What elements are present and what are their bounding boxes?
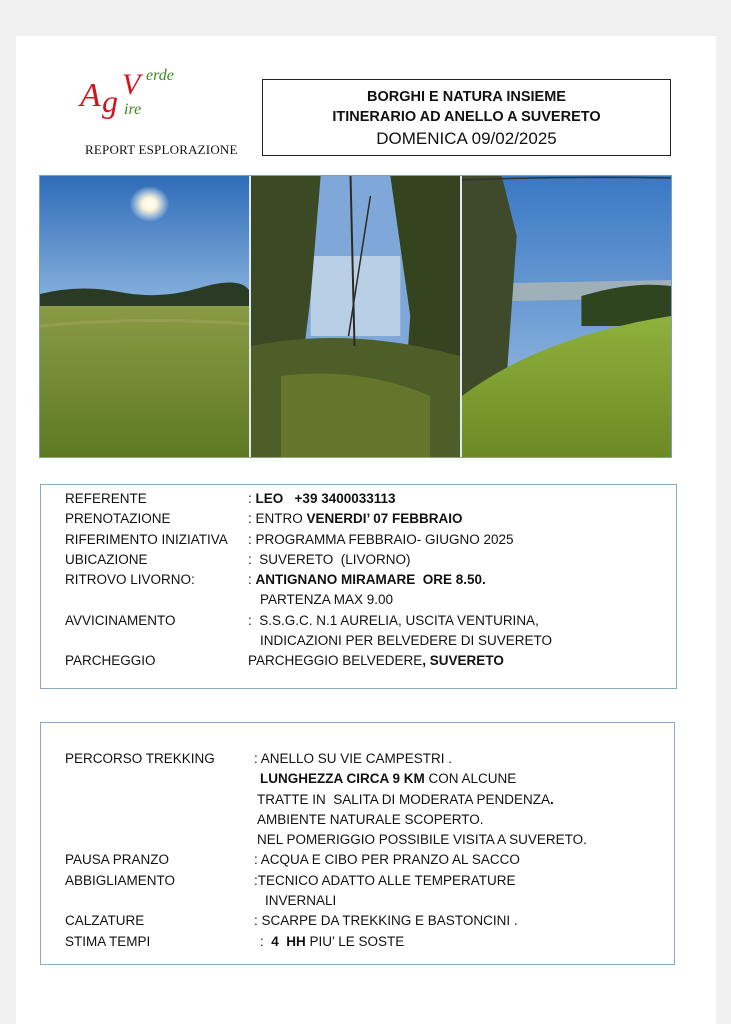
row-referente <box>41 489 676 509</box>
row-pausa <box>41 850 674 870</box>
value-referente <box>248 489 396 509</box>
photo-strip <box>39 175 672 458</box>
row-percorso <box>41 749 674 769</box>
stima-rest: PIU’ LE SOSTE <box>305 933 405 949</box>
row-abbigliamento <box>41 871 674 891</box>
row-prenotazione <box>41 509 676 529</box>
value-abbigliamento-2: INVERNALI <box>265 893 337 909</box>
label-percorso: PERCORSO TREKKING <box>65 751 215 766</box>
row-avvicinamento <box>41 611 676 631</box>
value-abbigliamento: :TECNICO ADATTO ALLE TEMPERATURE <box>254 872 516 888</box>
label-prenotazione: PRENOTAZIONE <box>65 511 171 527</box>
value-ubicazione: : SUVERETO (LIVORNO) <box>248 551 411 567</box>
value-partenza: PARTENZA MAX 9.00 <box>260 592 394 608</box>
report-page <box>16 36 716 1024</box>
report-label: REPORT ESPLORAZIONE <box>85 142 238 157</box>
separator: : <box>248 491 256 506</box>
agv-logo <box>78 64 208 119</box>
pendenza-dot: . <box>550 791 554 807</box>
value-riferimento: : PROGRAMMA FEBBRAIO- GIUGNO 2025 <box>248 531 514 547</box>
ritrovo-place-time: ANTIGNANO MIRAMARE ORE 8.50. <box>255 572 486 588</box>
value-ambiente: AMBIENTE NATURALE SCOPERTO. <box>257 811 484 827</box>
row-percorso-4 <box>41 810 674 830</box>
photo-woodland-view <box>251 176 460 457</box>
row-parcheggio <box>41 651 676 671</box>
photo-hillside-panorama <box>462 176 671 457</box>
logo-word-erde: erde <box>146 67 174 84</box>
value-avvicinamento: : S.S.G.C. N.1 AURELIA, USCITA VENTURINA, <box>248 612 539 628</box>
info-box <box>40 484 677 689</box>
logo-letter-g: g <box>102 83 118 119</box>
label-parcheggio: PARCHEGGIO <box>65 653 156 669</box>
label-riferimento: RIFERIMENTO INIZIATIVA <box>65 531 228 547</box>
separator: : <box>248 572 256 588</box>
label-ritrovo: RITROVO LIVORNO: <box>65 572 195 588</box>
row-percorso-2 <box>41 769 674 789</box>
lunghezza: LUNGHEZZA CIRCA 9 KM <box>260 771 425 787</box>
title-box <box>262 79 671 156</box>
row-ubicazione <box>41 550 676 570</box>
label-abbigliamento: ABBIGLIAMENTO <box>65 872 176 888</box>
label-ubicazione: UBICAZIONE <box>65 551 148 567</box>
stima-hours: 4 HH <box>271 933 306 949</box>
value-percorso: : ANELLO SU VIE CAMPESTRI . <box>254 751 453 766</box>
row-avvicinamento-2 <box>41 631 676 651</box>
label-referente: REFERENTE <box>65 491 147 506</box>
value-pausa: : ACQUA E CIBO PER PRANZO AL SACCO <box>254 852 520 868</box>
row-ritrovo <box>41 570 676 590</box>
value-stima <box>260 932 404 952</box>
referente-name: LEO <box>255 491 284 506</box>
label-stima: STIMA TEMPI <box>65 933 151 949</box>
label-avvicinamento: AVVICINAMENTO <box>65 612 176 628</box>
value-parcheggio <box>248 651 504 671</box>
logo-word-ire: ire <box>124 101 142 118</box>
row-percorso-3 <box>41 790 674 810</box>
lunghezza-rest: CON ALCUNE <box>424 771 517 787</box>
referente-phone: +39 3400033113 <box>294 491 396 506</box>
title-line-1: BORGHI E NATURA INSIEME <box>367 89 566 105</box>
row-percorso-5 <box>41 830 674 850</box>
prenotazione-prefix: : ENTRO <box>248 511 307 527</box>
row-abbigliamento-2 <box>41 891 674 911</box>
value-avvicinamento-2: INDICAZIONI PER BELVEDERE DI SUVERETO <box>260 633 553 649</box>
value-lunghezza <box>260 769 516 789</box>
pendenza-text: TRATTE IN SALITA DI MODERATA PENDENZA <box>257 791 551 807</box>
row-stima <box>41 932 674 952</box>
row-ritrovo-2 <box>41 590 676 610</box>
separator: : <box>260 933 272 949</box>
event-date: DOMENICA 09/02/2025 <box>376 129 557 148</box>
value-pendenza <box>257 790 554 810</box>
logo-letter-v: V <box>122 68 141 101</box>
logo-letter-a: A <box>80 77 101 114</box>
row-calzature <box>41 911 674 931</box>
value-pomeriggio: NEL POMERIGGIO POSSIBILE VISITA A SUVERETO. <box>257 832 587 848</box>
value-ritrovo <box>248 570 486 590</box>
parcheggio-town: , SUVERETO <box>422 653 504 669</box>
title-line-2: ITINERARIO AD ANELLO A SUVERETO <box>332 109 601 125</box>
trekking-box <box>40 722 675 965</box>
row-riferimento <box>41 530 676 550</box>
value-prenotazione <box>248 509 463 529</box>
label-pausa: PAUSA PRANZO <box>65 852 170 868</box>
prenotazione-deadline: VENERDI’ 07 FEBBRAIO <box>306 511 463 527</box>
photo-sunny-meadow <box>40 176 249 457</box>
parcheggio-name: PARCHEGGIO BELVEDERE <box>248 653 423 669</box>
label-calzature: CALZATURE <box>65 913 145 929</box>
value-calzature: : SCARPE DA TREKKING E BASTONCINI . <box>254 913 518 929</box>
